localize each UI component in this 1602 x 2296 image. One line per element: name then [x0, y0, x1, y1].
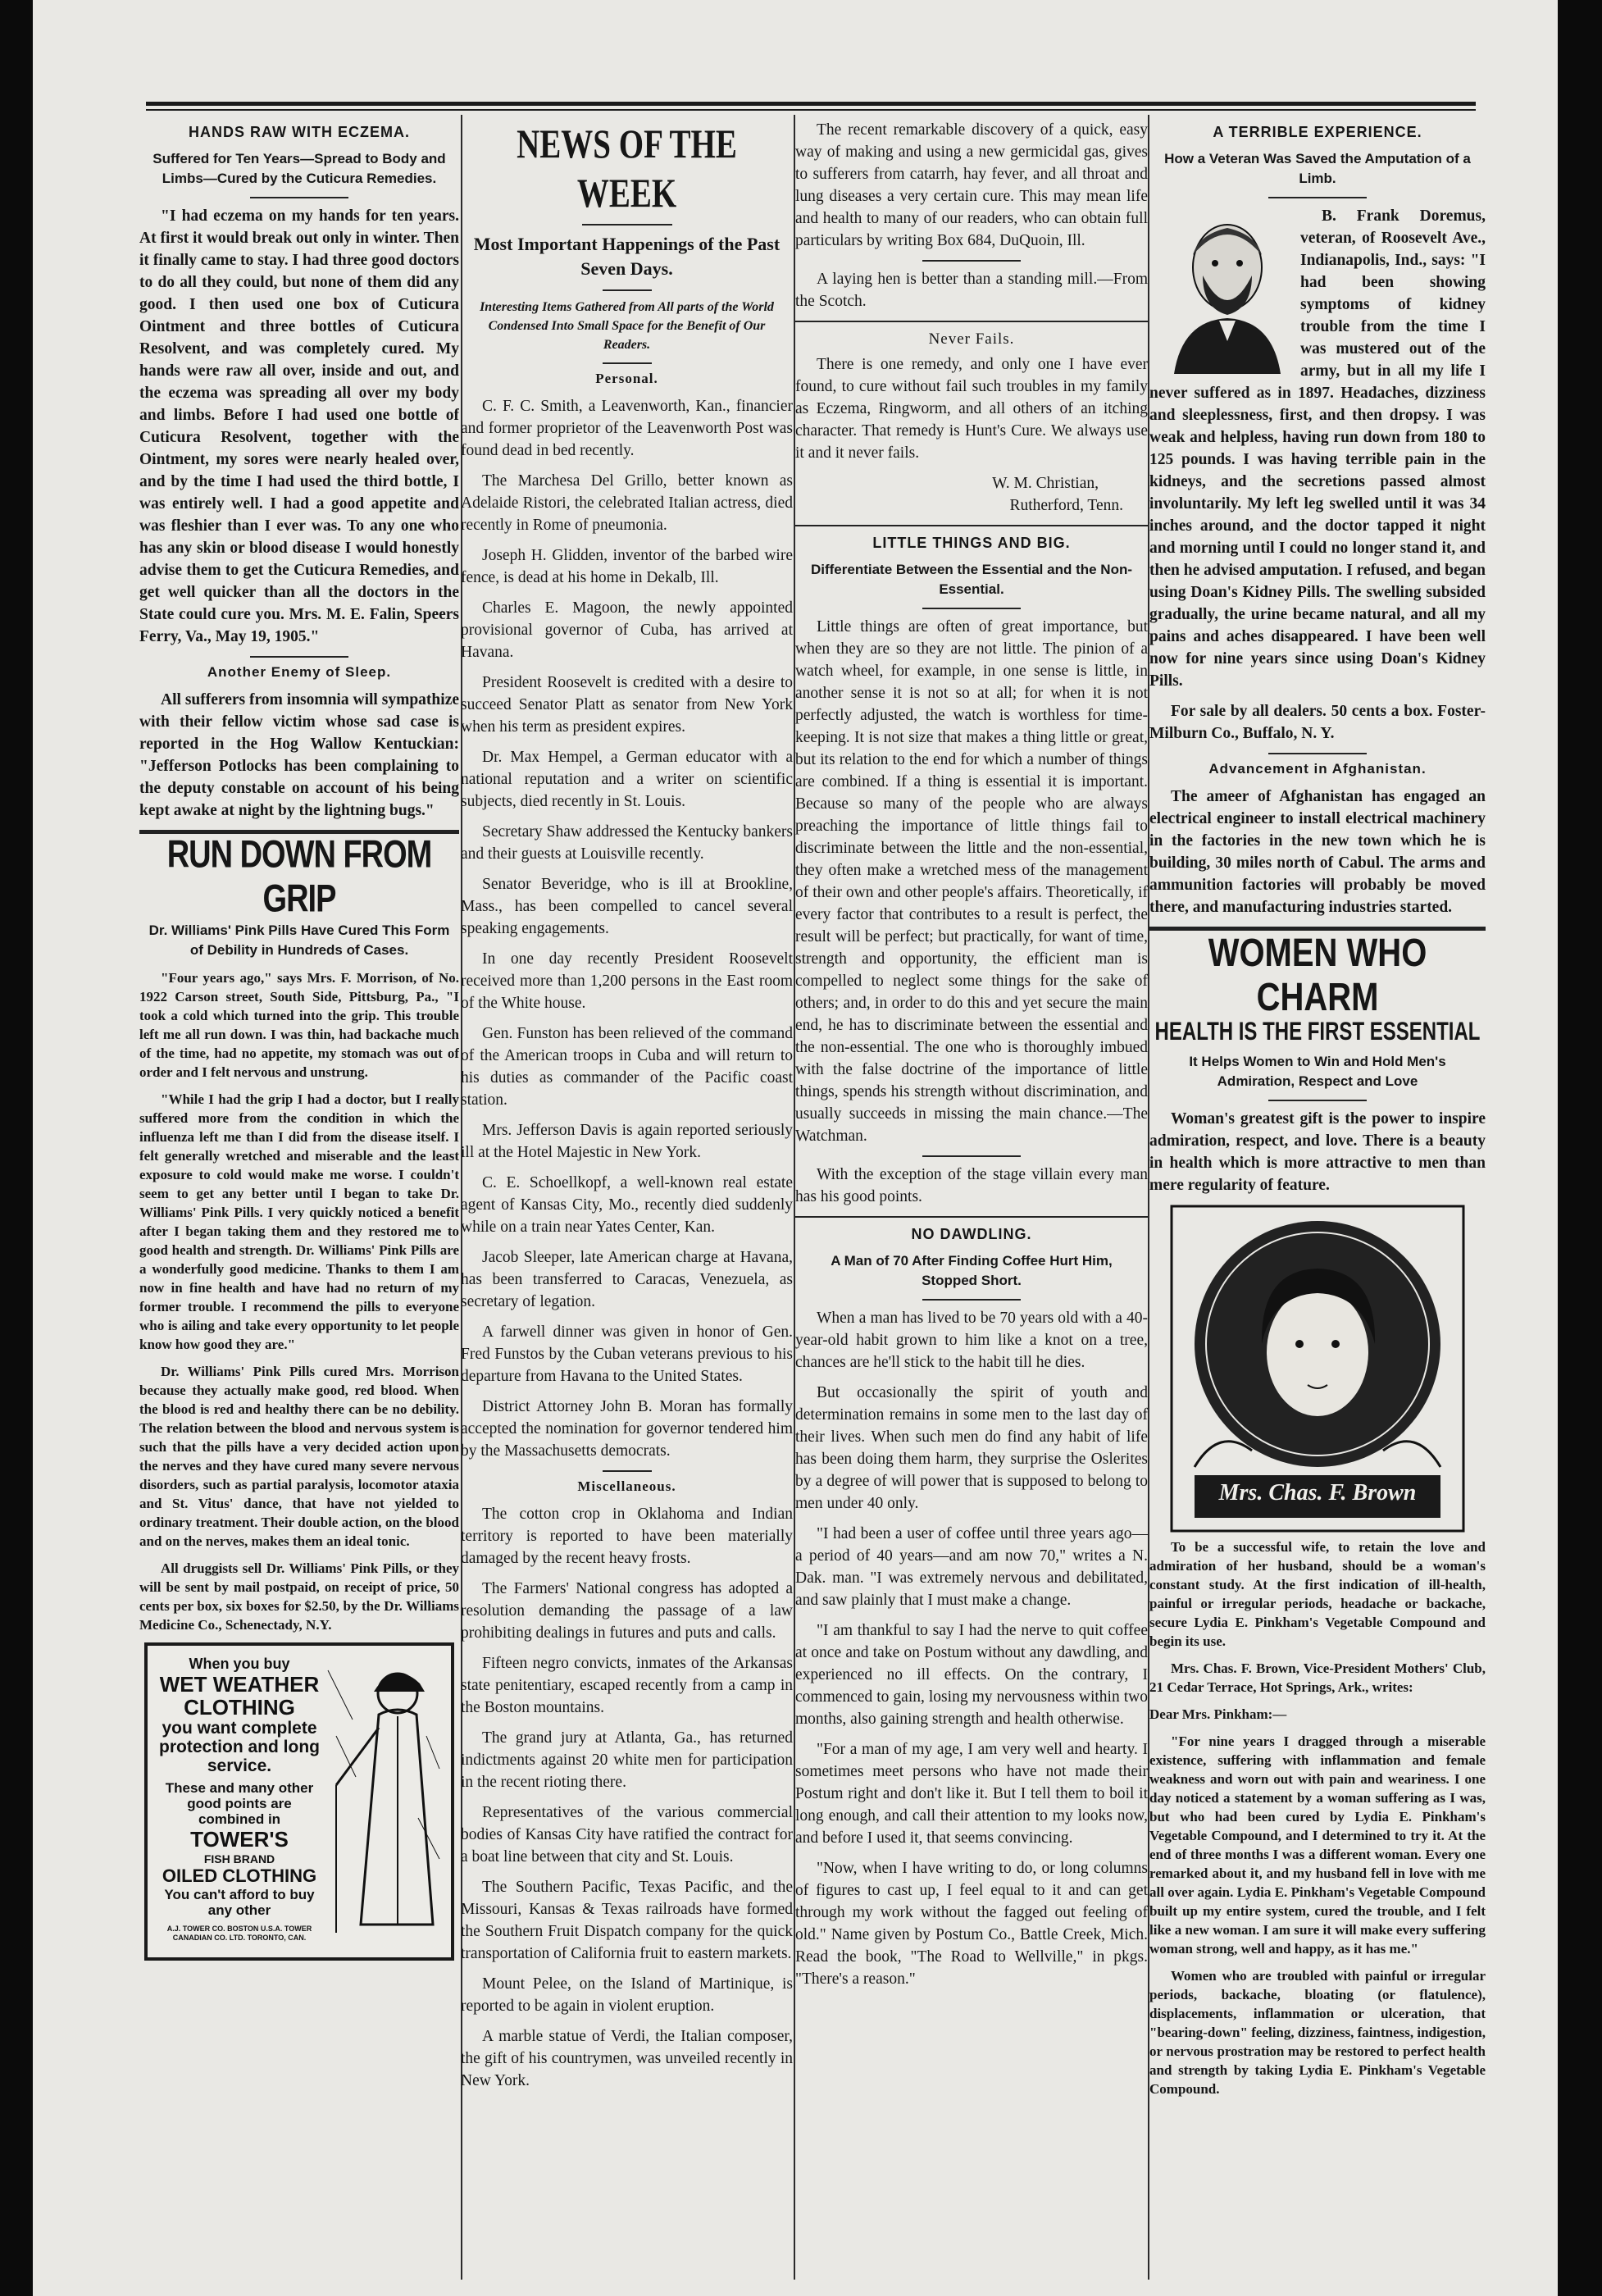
rule: [1268, 197, 1367, 198]
ad-line: You can't afford to buy any other: [164, 1887, 315, 1918]
dawdling-body: But occasionally the spirit of youth and determination remains in some men to the last day of their lives. When such men do find any habit of life has been doing them harm, they surprise the Oslerites by a degree of will power that is supposed to belong to men under 40 only.: [795, 1384, 1148, 1512]
column-4: [1149, 119, 1486, 2267]
little-things-subhead: Differentiate Between the Essential and the Non-Essential.: [810, 562, 1132, 597]
villain-item: With the exception of the stage villain every man has his good points.: [795, 1166, 1148, 1205]
no-dawdling-subhead: A Man of 70 After Finding Coffee Hurt Him, Stopped Short.: [831, 1253, 1113, 1288]
news-item: The Marchesa Del Grillo, better known as Adelaide Ristori, the celebrated Italian actress, died recently in Rome of pneumonia.: [461, 472, 793, 534]
terrible-experience-headline: A TERRIBLE EXPERIENCE.: [1213, 124, 1422, 140]
women-salutation: Dear Mrs. Pinkham:—: [1149, 1706, 1287, 1722]
news-item: In one day recently President Roosevelt received more than 1,200 persons in the East room of the White house.: [461, 950, 793, 1012]
news-item: Mount Pelee, on the Island of Martinique, is reported to be again in violent eruption.: [461, 1975, 793, 2015]
news-item: C. E. Schoellkopf, a well-known real estate agent of Kansas City, Mo., recently died suddenly while on a train near Yates Center, Kan.: [461, 1174, 793, 1236]
news-item: Charles E. Magoon, the newly appointed provisional governor of Cuba, has arrived at Havana.: [461, 599, 793, 661]
newspaper-page: [33, 0, 1558, 2296]
rule: [795, 321, 1148, 322]
rule: [1149, 927, 1486, 931]
grip-body-2: "While I had the grip I had a doctor, but I really suffered more from the condition in which the influenza left me than I did from the disease itself. I felt generally wretched and miserable and the least exposure to cold would make me worse. I couldn't seem to get any better until I began to take Dr. Williams' Pink Pills. I very quickly noticed a benefit after I began taking them and they restored me to good health and strength. Dr. Williams' Pink Pills are a wonderfully good medicine. Thanks to them I am now in fine health and have had no return of my former trouble. I recommend the pills to everyone who is ailing and take every opportunity to let people know how good they are.": [139, 1091, 459, 1352]
column-3: [795, 119, 1148, 2267]
news-item: Fifteen negro convicts, inmates of the Arkansas state penitentiary, escaped recently from a camp in the Boston mountains.: [461, 1655, 793, 1716]
no-dawdling-headline: NO DAWDLING.: [911, 1226, 1032, 1242]
ad-line: OILED CLOTHING: [162, 1866, 317, 1886]
rule: [603, 1470, 652, 1472]
grip-subhead: Dr. Williams' Pink Pills Have Cured This Form of Debility in Hundreds of Cases.: [148, 922, 450, 958]
afghanistan-headline: Advancement in Afghanistan.: [1208, 761, 1427, 777]
news-item: Dr. Max Hempel, a German educator with a national reputation and a writer on scientific subjects, died recently in St. Louis.: [461, 749, 793, 810]
women-body: Women who are troubled with painful or irregular periods, backache, bloating (or flatulence), displacements, inflammation or ulceration, that "bearing-down" feeling, dizziness, faintness, indigestion, or nervous prostration may be restored to perfect health and strength by taking Lydia E. Pinkham's Vegetable Compound.: [1149, 1968, 1486, 2097]
miscellaneous-heading: Miscellaneous.: [577, 1478, 676, 1494]
news-item: Representatives of the various commercial bodies of Kansas City have ratified the contract for a boat line between that city and St. Louis.: [461, 1804, 793, 1866]
news-item: Joseph H. Glidden, inventor of the barbed wire fence, is dead at his home in Dekalb, Ill.: [461, 547, 793, 586]
dawdling-body: "Now, when I have writing to do, or long columns of figures to cast up, I feel equal to it and can get through my work without the fagged out feeling of old." Name given by Postum Co., Battle Creek, Mich. Read the book, "The Road to Wellville," in pkgs. "There's a reason.": [795, 1860, 1148, 1988]
news-item: District Attorney John B. Moran has formally accepted the nomination for governor tendered him by the Massachusetts democrats.: [461, 1398, 793, 1460]
rule: [603, 289, 652, 291]
women-subhead: It Helps Women to Win and Hold Men's Admiration, Respect and Love: [1189, 1054, 1446, 1089]
news-item: Mrs. Jefferson Davis is again reported seriously ill at the Hotel Majestic in New York.: [461, 1122, 793, 1161]
signature: W. M. Christian,: [992, 475, 1099, 492]
column-2: [461, 119, 793, 2267]
rule: [1268, 753, 1367, 754]
news-item: A marble statue of Verdi, the Italian composer, the gift of his countrymen, was unveiled recently in New York.: [461, 2028, 793, 2089]
grip-body-4: All druggists sell Dr. Williams' Pink Pills, or they will be sent by mail postpaid, on receipt of price, 50 cents per box, six boxes for $2.50, by the Dr. Williams Medicine Co., Schenectady, N.Y.: [139, 1560, 459, 1633]
never-fails-heading: Never Fails.: [928, 330, 1015, 348]
veteran-portrait-icon: [1166, 210, 1289, 374]
doans-body: B. Frank Doremus, veteran, of Roosevelt Ave., Indianapolis, Ind., says: "I had been showing symptoms of kidney trouble from the time I was mustered out of the army, but in all my life I never suffered as in 1897. Headaches, dizziness and sleeplessness, first, and then dropsy. I was weak and helpless, having run down from 180 to 125 pounds. I was having terrible pain in the kidneys, and the secretions passed almost involuntarily. My left leg swelled until it was 34 inches around, and the doctor tapped it night and morning until I could no longer stand it, and then he advised amputation. I refused, and began using Doan's Kidney Pills. The swelling subsided gradually, the urine became natural, and all my pains and aches disappeared. I have been well now for nine years since using Doan's Kidney Pills.: [1149, 207, 1486, 690]
little-things-body: Little things are often of great importance, but when they are so they are not little. The pinion of a watch wheel, for example, in one sense is little, in another sense it is not so at all; for when it is not perfectly adjusted, the watch is worthless for time-keeping. It is not size that makes a thing little or great, but its relation to the end for which a number of things are combined. If a thing is essential it is important. Because so many of the people who are always preaching the importance of little things fail to discriminate between the little and the non-essential, they often make a wretched mess of the management of their own and other people's affairs. Theoretically, if every factor that contributes to a result is perfect, the result will be perfect; but practically, for want of time, strength and opportunity, the efficient man is compelled to neglect some things for the sake of others; and, in order to do this and yet secure the main end, he has to discriminate between the essential and the non-essential. The one who is thoroughly imbued with the false doctrine of the importance of little things, spends his strength without discrimination, and usually succeeds in missing the main chance.—The Watchman.: [795, 618, 1148, 1145]
news-item: Secretary Shaw addressed the Kentucky bankers and their guests at Louisville recently.: [461, 823, 793, 863]
little-things-headline: LITTLE THINGS AND BIG.: [872, 535, 1071, 551]
health-headline: HEALTH IS THE FIRST ESSENTIAL: [1154, 1017, 1481, 1046]
news-subhead-2: Interesting Items Gathered from All parts of the World Condensed Into Small Space for the Benefit of Our Readers.: [480, 300, 774, 352]
rule: [922, 1155, 1021, 1157]
rule: [795, 1216, 1148, 1218]
women-body: To be a successful wife, to retain the love and admiration of her husband, should be a woman's constant study. At the first indication of ill-health, painful or irregular periods, headache or backache, secure Lydia E. Pinkham's Vegetable Compound and begin its use.: [1149, 1539, 1486, 1649]
portrait-medallion: [1170, 1205, 1465, 1533]
ad-line: FISH BRAND: [203, 1852, 275, 1866]
top-rule: [146, 102, 1476, 106]
rule: [922, 608, 1021, 609]
women-body: Mrs. Chas. F. Brown, Vice-President Mothers' Club, 21 Cedar Terrace, Hot Springs, Ark., writes:: [1149, 1660, 1486, 1695]
eczema-headline: HANDS RAW WITH ECZEMA.: [189, 124, 410, 140]
raincoat-figure-icon: [320, 1654, 443, 1941]
rule: [603, 362, 652, 364]
eczema-subhead: Suffered for Ten Years—Spread to Body and Limbs—Cured by the Cuticura Remedies.: [152, 151, 446, 186]
sleep-headline: Another Enemy of Sleep.: [207, 664, 392, 680]
ad-line: WET WEATHER CLOTHING: [159, 1672, 320, 1720]
personal-heading: Personal.: [595, 371, 658, 386]
news-item: A farwell dinner was given in honor of Gen. Fred Funstos by the Cuban veterans previous to his departure from Havana to the United States.: [461, 1323, 793, 1385]
towers-clothing-ad: [144, 1642, 454, 1961]
women-intro: Woman's greatest gift is the power to inspire admiration, respect, and love. There is a beauty in health which is more attractive to men than mere regularity of feature.: [1149, 1110, 1486, 1194]
catarrh-item: The recent remarkable discovery of a quick, easy way of making and using a new germicidal gas, gives to sufferers from catarrh, hay fever, and all throat and lung diseases a very certain cure. This may mean life and health to many of our readers, who can obtain full particulars by writing Box 684, DuQuoin, Ill.: [795, 121, 1148, 249]
news-item: Senator Beveridge, who is ill at Brookline, Mass., has been compelled to cancel several speaking engagements.: [461, 876, 793, 937]
ad-line: A.J. TOWER CO. BOSTON U.S.A. TOWER CANADIAN CO. LTD. TORONTO, CAN.: [166, 1925, 312, 1942]
rule: [250, 197, 348, 198]
afghanistan-body: The ameer of Afghanistan has engaged an electrical engineer to install electrical machinery in the factories in the new town which he is building, 30 miles north of Cabul. The arms and ammunition factories will probably be moved there, and manufacturing industries started.: [1149, 788, 1486, 916]
dawdling-body: "I had been a user of coffee until three years ago—a period of 40 years—and am now 70," writes a N. Dak. man. "I was extremely nervous and debilitated, and saw plainly that I must make a change.: [795, 1525, 1148, 1609]
hen-item: A laying hen is better than a standing mill.—From the Scotch.: [795, 271, 1148, 310]
eczema-body: "I had eczema on my hands for ten years. At first it would break out only in winter. Then it finally came to stay. I had three good doctors to do all they could, but none of them did any good. I then used one box of Cuticura Ointment and three bottles of Cuticura Resolvent, and was completely cured. My hands were raw all over, inside and out, and the eczema was spreading all over my body and limbs. Before I had used one bottle of Cuticura Resolvent, together with the Ointment, my sores were nearly healed over, and by the time I had used the third bottle, I was entirely well. I had a good appetite and was fleshier than I ever was. To any one who has any skin or blood disease I would honestly advise them to get the Cuticura Remedies, and get well quicker than all the doctors in the State could cure you. Mrs. M. E. Falin, Speers Ferry, Va., May 19, 1905.": [139, 207, 459, 645]
ad-line: When you buy: [189, 1656, 290, 1672]
dawdling-body: When a man has lived to be 70 years old with a 40-year-old habit grown to him like a knot on a tree, chances are he'll stick to the habit till he dies.: [795, 1310, 1148, 1371]
ad-text: [157, 1656, 321, 1943]
signature: Rutherford, Tenn.: [1009, 497, 1123, 514]
never-fails-body: There is one remedy, and only one I have ever found, to cure without fail such troubles in my family as Eczema, Ringworm, and all others of an itching character. That remedy is Hunt's Cure. We always use it and it never fails.: [795, 356, 1148, 462]
news-subhead: Most Important Happenings of the Past Seven Days.: [473, 234, 781, 279]
news-item: Jacob Sleeper, late American charge at Havana, has been transferred to Caracas, Venezuela, as secretary of legation.: [461, 1249, 793, 1310]
rule: [1268, 1100, 1367, 1101]
dawdling-body: "For a man of my age, I am very well and hearty. I sometimes meet persons who have not made their Postum right and don't like it. But I tell them to boil it long enough, and call their attention to my looks now, and before I used it, that seems convincing.: [795, 1741, 1148, 1847]
doans-price: For sale by all dealers. 50 cents a box. Foster-Milburn Co., Buffalo, N. Y.: [1149, 703, 1486, 742]
news-item: President Roosevelt is credited with a desire to succeed Senator Platt as senator from New York when his term as president expires.: [461, 674, 793, 736]
grip-body-1: "Four years ago," says Mrs. F. Morrison, of No. 1922 Carson street, South Side, Pittsburg, Pa., "I took a cold which turned into the grip. This trouble left me all run down. I was thin, had backache much of the time, had no appetite, my stomach was out of order and I felt nervous and unstrung.: [139, 970, 459, 1080]
rule: [922, 1299, 1021, 1301]
news-item: The grand jury at Atlanta, Ga., has returned indictments against 20 white men for participation in the recent rioting there.: [461, 1729, 793, 1791]
top-rule-thin: [146, 109, 1476, 111]
news-item: Gen. Funston has been relieved of the command of the American troops in Cuba and will return to his duties as commander of the Pacific coast station.: [461, 1025, 793, 1109]
women-letter: "For nine years I dragged through a miserable existence, suffering with inflammation and female weakness and worn out with pain and weariness. I one day noticed a statement by a woman suffering as I was, but who had been cured by Lydia E. Pinkham's Vegetable Compound, and I determined to try it. At the end of three months I was a different woman. Every one remarked about it, and my husband fell in love with me all over again. Lydia E. Pinkham's Vegetable Compound built up my entire system, cured the trouble, and I felt like a new woman. I am sure it will make every suffering woman strong, well and happy, as it has me.": [1149, 1733, 1486, 1957]
rule: [582, 224, 672, 226]
column-1: [139, 119, 459, 2267]
news-of-the-week-masthead: NEWS OF THE WEEK: [517, 121, 737, 216]
news-item: The cotton crop in Oklahoma and Indian territory is reported to have been materially damaged by the recent heavy frosts.: [461, 1506, 793, 1567]
ad-line: These and many other good points are combined in: [165, 1780, 314, 1827]
portrait-caption: Mrs. Chas. F. Brown: [1218, 1480, 1417, 1506]
grip-body-3: Dr. Williams' Pink Pills cured Mrs. Morrison because they actually make good, red blood. When the blood is red and healthy there can be no debility. The relation between the blood and nervous system is such that the pills have a very decided action upon the nerves and they have cured many severe nervous disorders, such as partial paralysis, locomotor ataxia and St. Vitus' dance, that have not yielded to ordinary treatment. Their double action, on the blood and on the nerves, makes them an ideal tonic.: [139, 1364, 459, 1549]
news-item: The Southern Pacific, Texas Pacific, and the Missouri, Kansas & Texas railroads have formed the Southern Fruit Dispatch company for the quick transportation of California fruit to eastern markets.: [461, 1879, 793, 1962]
news-item: C. F. C. Smith, a Leavenworth, Kan., financier and former proprietor of the Leavenworth Post was found dead in bed recently.: [461, 398, 793, 459]
news-item: The Farmers' National congress has adopted a resolution demanding the passage of a law prohibiting dealings in futures and puts and calls.: [461, 1580, 793, 1642]
dawdling-body: "I am thankful to say I had the nerve to quit coffee at once and take on Postum without any dawdling, and experienced no ill effects. On the contrary, I commenced to gain, losing my nervousness within two months, also gaining strength and health otherwise.: [795, 1622, 1148, 1728]
ad-line: you want complete protection and long service.: [159, 1719, 320, 1775]
rule: [250, 656, 348, 658]
women-who-charm-headline: WOMEN WHO CHARM: [1208, 932, 1427, 1019]
terrible-experience-subhead: How a Veteran Was Saved the Amputation of a Limb.: [1164, 151, 1471, 186]
sleep-body: All sufferers from insomnia will sympathize with their fellow victim whose sad case is reported in the Hog Wallow Kentuckian: "Jefferson Potlocks has been complaining to the deputy constable on account of his being kept awake at night by the lightning bugs.": [139, 691, 459, 819]
rule: [922, 260, 1021, 262]
ad-line: TOWER'S: [190, 1827, 289, 1852]
rule: [795, 525, 1148, 526]
grip-headline: RUN DOWN FROM GRIP: [166, 833, 432, 921]
